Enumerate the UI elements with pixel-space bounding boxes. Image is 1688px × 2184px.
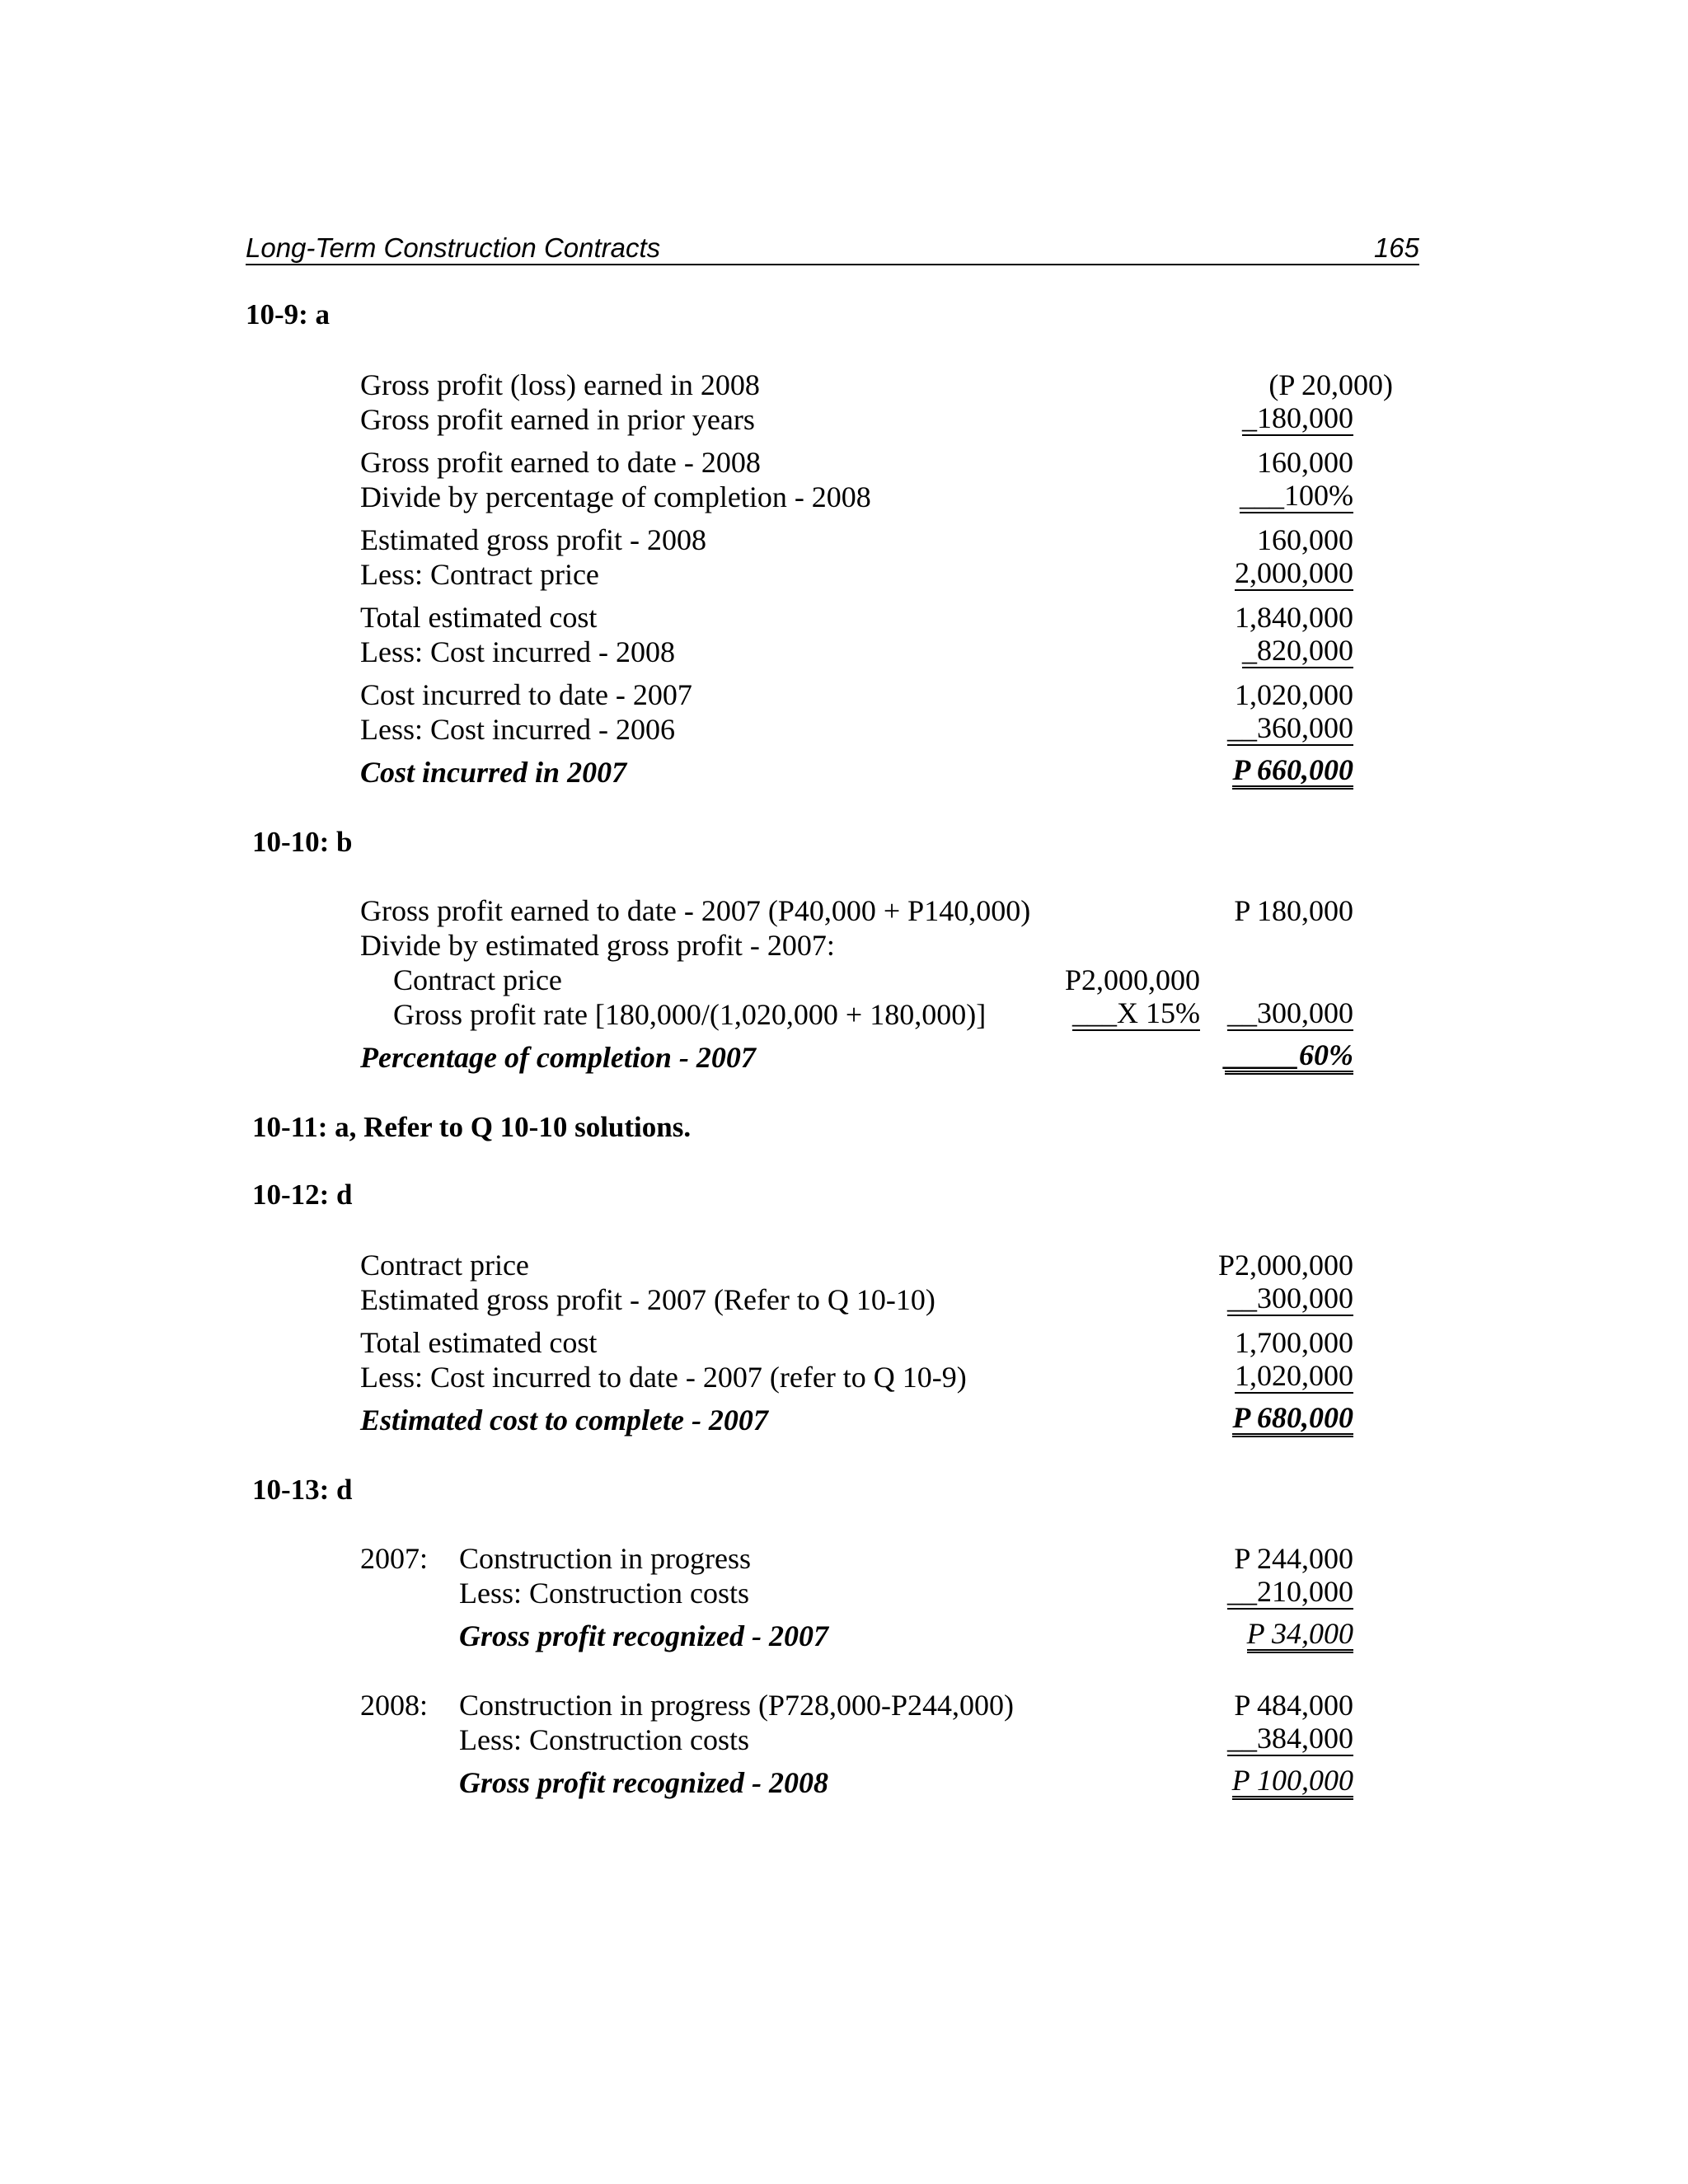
row-label: Less: Construction costs xyxy=(459,1577,749,1610)
row-value: P 660,000 xyxy=(1232,754,1353,790)
row-label: Construction in progress xyxy=(459,1542,751,1575)
row-value: _820,000 xyxy=(1242,634,1353,667)
row-value: P2,000,000 xyxy=(1217,1249,1353,1282)
table-row xyxy=(0,1359,1688,1395)
table-row xyxy=(0,367,1688,403)
row-value: 1,020,000 xyxy=(1235,678,1353,711)
table-row xyxy=(0,677,1688,713)
table-row-total xyxy=(0,1402,1688,1438)
row-label: Estimated gross profit - 2008 xyxy=(360,523,706,556)
row-value: __300,000 xyxy=(1227,996,1353,1029)
row-value: P 680,000 xyxy=(1232,1402,1353,1437)
row-label: Gross profit rate [180,000/(1,020,000 + 180,000)] xyxy=(393,998,987,1031)
year-label: 2007: xyxy=(360,1542,429,1575)
table-row-total xyxy=(0,1765,1688,1801)
row-label: Gross profit earned in prior years xyxy=(360,403,755,436)
row-label: Total estimated cost xyxy=(360,1326,598,1359)
row-label: Estimated gross profit - 2007 (Refer to Q 10-10) xyxy=(360,1283,935,1316)
table-row xyxy=(0,599,1688,635)
row-label: Cost incurred to date - 2007 xyxy=(360,678,692,711)
table-row xyxy=(0,634,1688,670)
table-row xyxy=(0,1247,1688,1283)
table-row xyxy=(0,1282,1688,1318)
table-row-total xyxy=(0,754,1688,790)
row-value: _180,000 xyxy=(1242,401,1353,434)
row-value: (P 20,000) xyxy=(1268,368,1393,401)
table-row xyxy=(0,1687,1688,1723)
table-row-total xyxy=(0,1039,1688,1076)
table-row xyxy=(0,401,1688,438)
row-label: Gross profit earned to date - 2007 (P40,000 + P140,000) xyxy=(360,894,1031,927)
row-value: 2,000,000 xyxy=(1235,556,1353,589)
table-row xyxy=(0,479,1688,515)
row-value: 1,020,000 xyxy=(1235,1359,1353,1392)
table-row xyxy=(0,927,1688,963)
row-value: 1,700,000 xyxy=(1235,1326,1353,1359)
row-value: P 484,000 xyxy=(1234,1689,1353,1722)
row-value: ___100% xyxy=(1240,479,1353,512)
table-row xyxy=(0,1540,1688,1577)
row-label: Divide by percentage of completion - 2008 xyxy=(360,480,871,513)
header-title: Long-Term Construction Contracts xyxy=(246,232,661,263)
row-label: Gross profit recognized - 2008 xyxy=(459,1766,828,1799)
row-label: Contract price xyxy=(393,963,562,996)
row-label: Less: Cost incurred to date - 2007 (refer to Q 10-9) xyxy=(360,1361,967,1394)
table-row xyxy=(0,1575,1688,1611)
table-row xyxy=(0,1324,1688,1361)
question-10-9-label: 10-9: a xyxy=(246,298,331,330)
row-label: Less: Contract price xyxy=(360,558,599,591)
table-row xyxy=(0,893,1688,929)
row-label: Gross profit recognized - 2007 xyxy=(459,1619,828,1652)
row-label: Percentage of completion - 2007 xyxy=(360,1041,756,1074)
row-value: 1,840,000 xyxy=(1235,601,1353,634)
row-value: P 180,000 xyxy=(1234,894,1353,927)
question-10-12-label: 10-12: d xyxy=(252,1179,353,1211)
row-label: Less: Cost incurred - 2008 xyxy=(360,635,675,668)
table-row-total xyxy=(0,1618,1688,1654)
row-label: Estimated cost to complete - 2007 xyxy=(360,1404,768,1436)
row-value: 160,000 xyxy=(1257,446,1353,479)
table-row xyxy=(0,522,1688,558)
question-10-11-label: 10-11: a, Refer to Q 10-10 solutions. xyxy=(252,1111,692,1143)
row-label: Gross profit earned to date - 2008 xyxy=(360,446,761,479)
table-row xyxy=(0,711,1688,748)
row-value: 160,000 xyxy=(1257,523,1353,556)
page-number: 165 xyxy=(1373,232,1419,263)
row-label: Construction in progress (P728,000-P244,000) xyxy=(459,1689,1014,1722)
row-label: Divide by estimated gross profit - 2007: xyxy=(360,929,835,962)
row-label: Less: Cost incurred - 2006 xyxy=(360,713,675,746)
question-10-13-label: 10-13: d xyxy=(252,1474,353,1506)
running-header xyxy=(246,232,1419,265)
table-row xyxy=(0,996,1688,1033)
table-row xyxy=(0,556,1688,593)
row-mid-value: ___X 15% xyxy=(1072,996,1200,1029)
row-value: __210,000 xyxy=(1227,1575,1353,1608)
table-row xyxy=(0,1722,1688,1758)
row-value: __384,000 xyxy=(1227,1722,1353,1755)
row-value: __300,000 xyxy=(1227,1282,1353,1315)
row-label: Gross profit (loss) earned in 2008 xyxy=(360,368,760,401)
row-label: Cost incurred in 2007 xyxy=(360,756,627,789)
row-label: Total estimated cost xyxy=(360,601,598,634)
year-label: 2008: xyxy=(360,1689,429,1722)
row-label: Contract price xyxy=(360,1249,529,1282)
table-row xyxy=(0,444,1688,480)
row-value: _____60% xyxy=(1225,1039,1353,1075)
row-mid-value: P2,000,000 xyxy=(1064,963,1200,996)
row-value: P 100,000 xyxy=(1232,1765,1353,1800)
row-label: Less: Construction costs xyxy=(459,1723,749,1756)
row-value: P 244,000 xyxy=(1234,1542,1353,1575)
row-value: __360,000 xyxy=(1227,711,1353,744)
question-10-10-label: 10-10: b xyxy=(252,826,353,858)
row-value: P 34,000 xyxy=(1247,1618,1353,1653)
table-row xyxy=(0,962,1688,998)
